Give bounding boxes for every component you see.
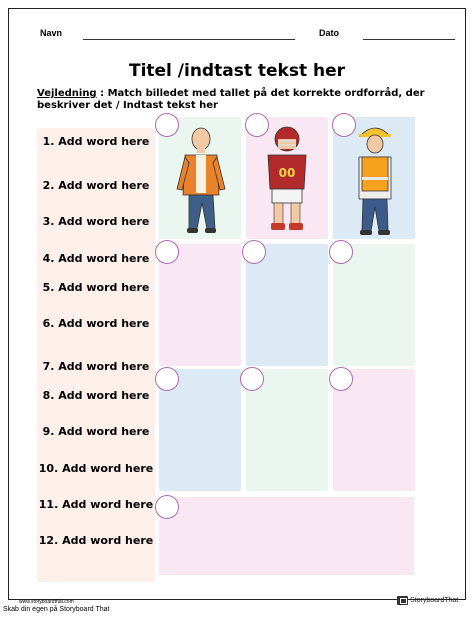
footer-url: www.storyboardthat.com <box>19 599 74 605</box>
picture-cell-10 <box>159 497 414 575</box>
word-item-8: 8. Add word here <box>42 389 150 402</box>
word-item-6: 6. Add word here <box>42 317 150 330</box>
answer-circle-10[interactable] <box>155 495 179 519</box>
logo-text: StoryboardThat <box>410 597 459 604</box>
storyboard-logo-icon <box>397 596 408 605</box>
word-item-7: 7. Add word here <box>42 360 150 373</box>
answer-circle-5[interactable] <box>242 240 266 264</box>
name-field-line[interactable] <box>83 39 295 40</box>
jersey-number: 00 <box>278 166 296 180</box>
instructions-text: : Match billedet med tallet på det korrekte ordforråd, der beskriver det / Indtast tekst her <box>37 88 425 111</box>
answer-circle-8[interactable] <box>240 367 264 391</box>
word-item-3: 3. Add word here <box>42 215 150 228</box>
word-item-1: 1. Add word here <box>42 135 150 148</box>
answer-circle-9[interactable] <box>329 367 353 391</box>
answer-circle-1[interactable] <box>155 113 179 137</box>
page-title: Titel /indtast tekst her <box>128 61 346 81</box>
answer-circle-7[interactable] <box>155 367 179 391</box>
worksheet <box>8 8 466 605</box>
word-item-4: 4. Add word here <box>42 252 150 265</box>
word-item-9: 9. Add word here <box>42 425 150 438</box>
storyboardthat-logo[interactable] <box>397 595 461 606</box>
name-label: Navn <box>40 28 63 38</box>
word-item-2: 2. Add word here <box>42 179 150 192</box>
date-field-line[interactable] <box>363 39 455 40</box>
date-label: Dato <box>319 28 339 38</box>
word-item-11: 11. Add word here <box>38 498 154 511</box>
word-item-12: 12. Add word here <box>38 534 154 547</box>
word-list-panel <box>37 128 155 582</box>
answer-circle-6[interactable] <box>329 240 353 264</box>
bottom-note: Skab din egen på Storyboard That <box>3 606 110 613</box>
instructions-lead: Vejledning <box>37 88 97 99</box>
answer-circle-3[interactable] <box>332 113 356 137</box>
instructions <box>37 88 447 112</box>
word-item-5: 5. Add word here <box>42 281 150 294</box>
answer-circle-2[interactable] <box>245 113 269 137</box>
answer-circle-4[interactable] <box>155 240 179 264</box>
word-item-10: 10. Add word here <box>38 462 154 475</box>
